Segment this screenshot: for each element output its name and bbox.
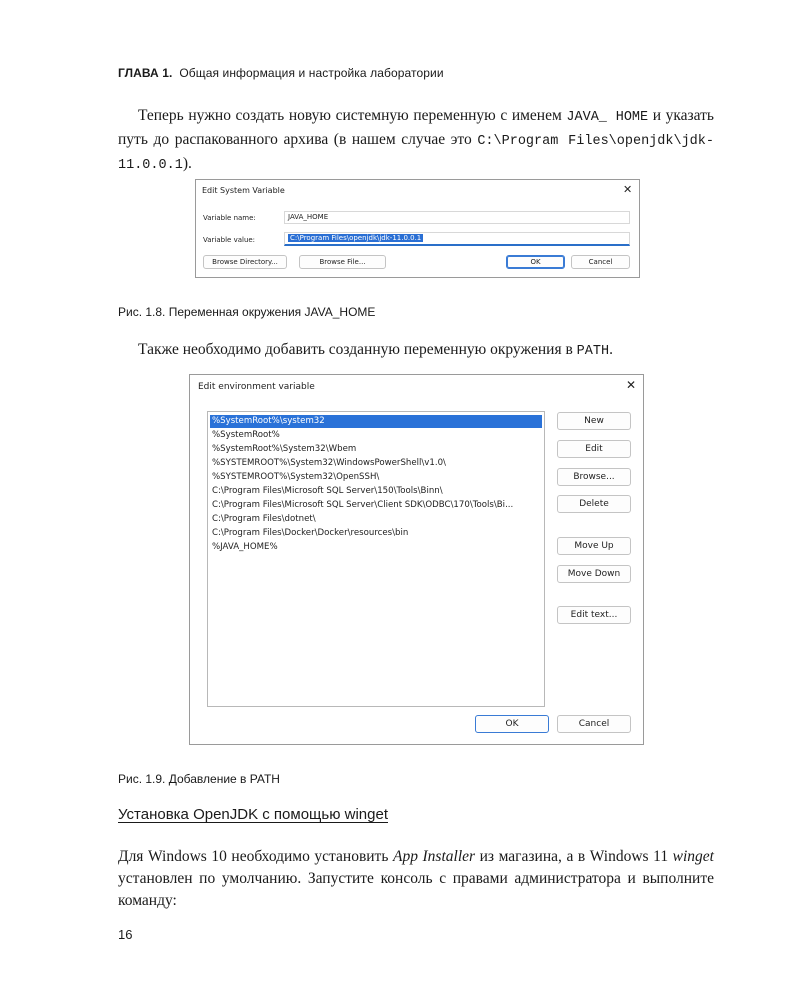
list-item[interactable]: %SystemRoot% (212, 430, 280, 440)
close-icon[interactable]: ✕ (623, 183, 633, 196)
browse-directory-button[interactable]: Browse Directory... (203, 255, 287, 269)
variable-value-label: Variable value: (203, 236, 256, 244)
app-installer-term: App Installer (392, 848, 476, 865)
chapter-title: Общая информация и настройка лаборатории (179, 66, 444, 80)
list-item[interactable]: %SystemRoot%\System32\Wbem (212, 444, 357, 454)
ok-button[interactable]: OK (475, 715, 549, 733)
dialog-title: Edit System Variable (202, 186, 285, 195)
running-header (118, 66, 444, 80)
edit-text-button[interactable]: Edit text... (557, 606, 631, 624)
selected-text: C:\Program Files\openjdk\jdk-11.0.0.1 (290, 234, 422, 242)
new-button[interactable]: New (557, 412, 631, 430)
move-down-button[interactable]: Move Down (557, 565, 631, 583)
dialog-title: Edit environment variable (198, 382, 315, 392)
path-entries-list[interactable] (207, 411, 545, 707)
variable-name-label: Variable name: (203, 214, 256, 222)
page-number: 16 (118, 927, 133, 942)
paragraph-java-home: Теперь нужно создать новую системную переменную с именем JAVA_ HOME и указать путь до распакованного архива (в нашем случае это C:\Program Files\openjdk\jdk-11.0.0.1). (118, 107, 715, 173)
close-icon[interactable]: ✕ (626, 378, 637, 392)
delete-button[interactable]: Delete (557, 495, 631, 513)
edit-system-variable-dialog (195, 179, 640, 278)
code-java-home: JAVA_ HOME (566, 110, 649, 125)
section-heading: Установка OpenJDK с помощью winget (118, 806, 388, 823)
winget-term: winget (672, 848, 714, 865)
cancel-button[interactable]: Cancel (571, 255, 630, 269)
figure-caption-1-9: Рис. 1.9. Добавление в PATH (118, 772, 280, 786)
list-item[interactable]: %SystemRoot%\system32 (210, 415, 542, 428)
list-item[interactable]: C:\Program Files\Microsoft SQL Server\150\Tools\Binn\ (212, 486, 443, 496)
browse-button[interactable]: Browse... (557, 468, 631, 486)
move-up-button[interactable]: Move Up (557, 537, 631, 555)
list-item[interactable]: C:\Program Files\Microsoft SQL Server\Client SDK\ODBC\170\Tools\Bi... (212, 500, 514, 510)
edit-button[interactable]: Edit (557, 440, 631, 458)
paragraph-winget: Для Windows 10 необходимо установить App Installer из магазина, а в Windows 11 winget установлен по умолчанию. Запустите консоль с правами администратора и выполните команду: (118, 848, 714, 909)
edit-environment-variable-dialog (189, 374, 644, 745)
figure-caption-1-8: Рис. 1.8. Переменная окружения JAVA_HOME (118, 305, 376, 319)
chapter-number: ГЛАВА 1. (118, 66, 173, 80)
cancel-button[interactable]: Cancel (557, 715, 631, 733)
paragraph-path: Также необходимо добавить созданную переменную окружения в PATH. (138, 341, 613, 359)
list-item[interactable]: C:\Program Files\dotnet\ (212, 514, 316, 524)
ok-button[interactable]: OK (506, 255, 565, 269)
variable-value-input[interactable] (284, 232, 630, 246)
list-item[interactable]: %SYSTEMROOT%\System32\WindowsPowerShell\v1.0\ (212, 458, 446, 468)
list-item[interactable]: C:\Program Files\Docker\Docker\resources\bin (212, 528, 409, 538)
variable-name-input[interactable]: JAVA_HOME (284, 211, 630, 224)
code-jdk-path: C:\Program Files\openjdk\jdk-11.0.0.1 (118, 134, 714, 173)
list-item[interactable]: %SYSTEMROOT%\System32\OpenSSH\ (212, 472, 380, 482)
list-item[interactable]: %JAVA_HOME% (212, 542, 278, 552)
browse-file-button[interactable]: Browse File... (299, 255, 386, 269)
code-path: PATH (576, 344, 610, 359)
